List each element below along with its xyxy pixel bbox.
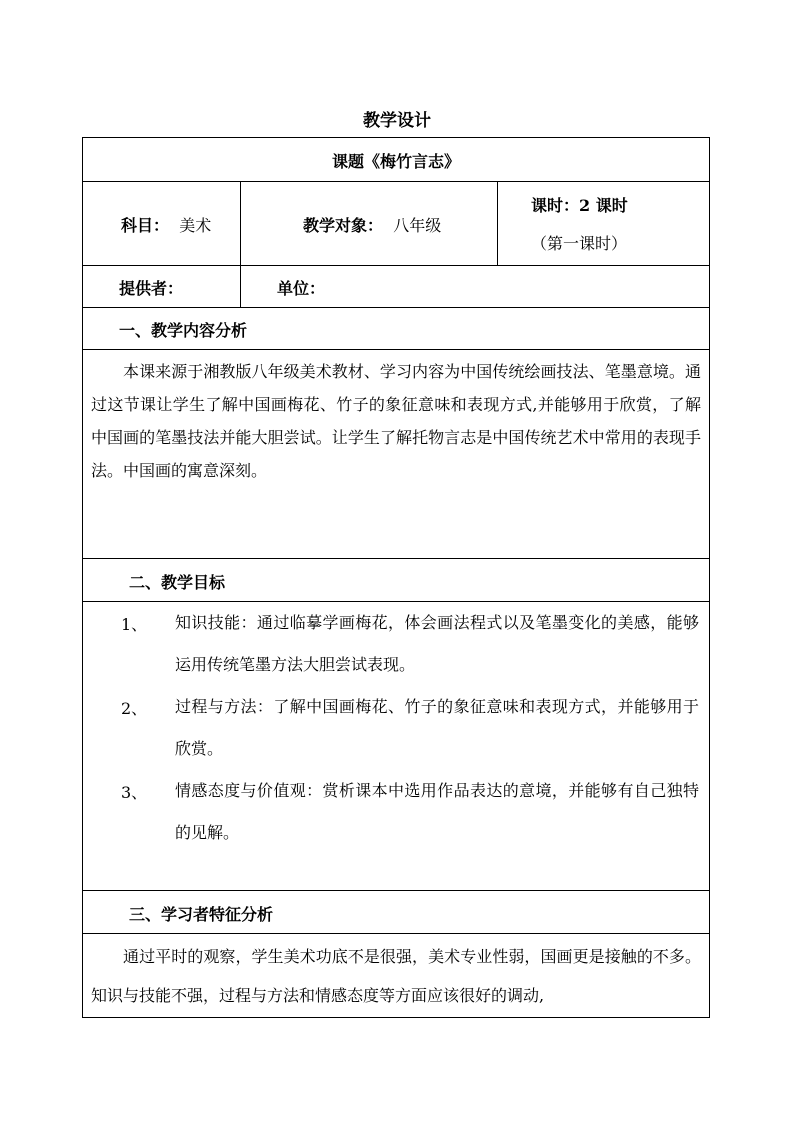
hours-cell <box>531 193 628 216</box>
lesson-plan-table <box>82 137 710 1018</box>
audience-cell <box>303 213 441 236</box>
section2-heading-row <box>83 559 709 602</box>
info-row <box>83 182 709 266</box>
divider <box>497 182 498 265</box>
subject-value: 美术 <box>179 216 212 235</box>
subject-cell <box>121 213 211 236</box>
section3-heading: 三、学习者特征分析 <box>129 905 274 924</box>
goal-2-number: 2、 <box>121 699 148 718</box>
section3-paragraph <box>91 937 701 1015</box>
session-note: （第一课时） <box>531 234 628 253</box>
section2-heading: 二、教学目标 <box>129 573 226 592</box>
hours-label: 课时： <box>531 196 580 215</box>
section3-text: 通过平时的观察，学生美术功底不是很强，美术专业性弱，国画更是接触的不多。知识与技能不强，过程与方法和情感态度等方面应该很好的调动, <box>91 947 701 1005</box>
section1-content-row <box>83 350 709 559</box>
audience-label: 教学对象： <box>303 216 384 235</box>
section1-heading-row <box>83 308 709 350</box>
divider <box>240 182 241 265</box>
document-title: 教学设计 <box>363 111 431 131</box>
section3-content-row <box>83 934 709 1019</box>
section1-heading: 一、教学内容分析 <box>119 321 248 340</box>
section3-heading-row <box>83 891 709 934</box>
provider-label: 提供者： <box>119 279 184 298</box>
section1-paragraph <box>91 355 701 487</box>
goal-3-number: 3、 <box>121 783 148 802</box>
goal-2-text: 过程与方法：了解中国画梅花、竹子的象征意味和表现方式，并能够用于欣赏。 <box>175 697 699 758</box>
divider <box>240 266 241 307</box>
section1-text: 本课来源于湘教版八年级美术教材、学习内容为中国传统绘画技法、笔墨意境。通过这节课让学生了解中国画梅花、竹子的象征意味和表现方式,并能够用于欣赏，了解中国画的笔墨技法并能大胆尝试。让学生了解托物言志是中国传统艺术中常用的表现手法。中国画的寓意深刻。 <box>91 362 701 480</box>
lesson-title: 课题《梅竹言志》 <box>331 152 460 171</box>
goal-1-number: 1、 <box>121 615 148 634</box>
goal-1-text: 知识技能：通过临摹学画梅花，体会画法程式以及笔墨变化的美感，能够运用传统笔墨方法大胆尝试表现。 <box>175 613 699 674</box>
lesson-title-row <box>83 138 709 182</box>
unit-label: 单位： <box>277 279 326 298</box>
provider-row <box>83 266 709 308</box>
goal-3-text: 情感态度与价值观：赏析课本中选用作品表达的意境，并能够有自己独特的见解。 <box>175 781 699 842</box>
subject-label: 科目： <box>121 216 170 235</box>
hours-value: 2 课时 <box>579 196 628 215</box>
audience-value: 八年级 <box>393 216 442 235</box>
section2-content-row <box>83 602 709 891</box>
